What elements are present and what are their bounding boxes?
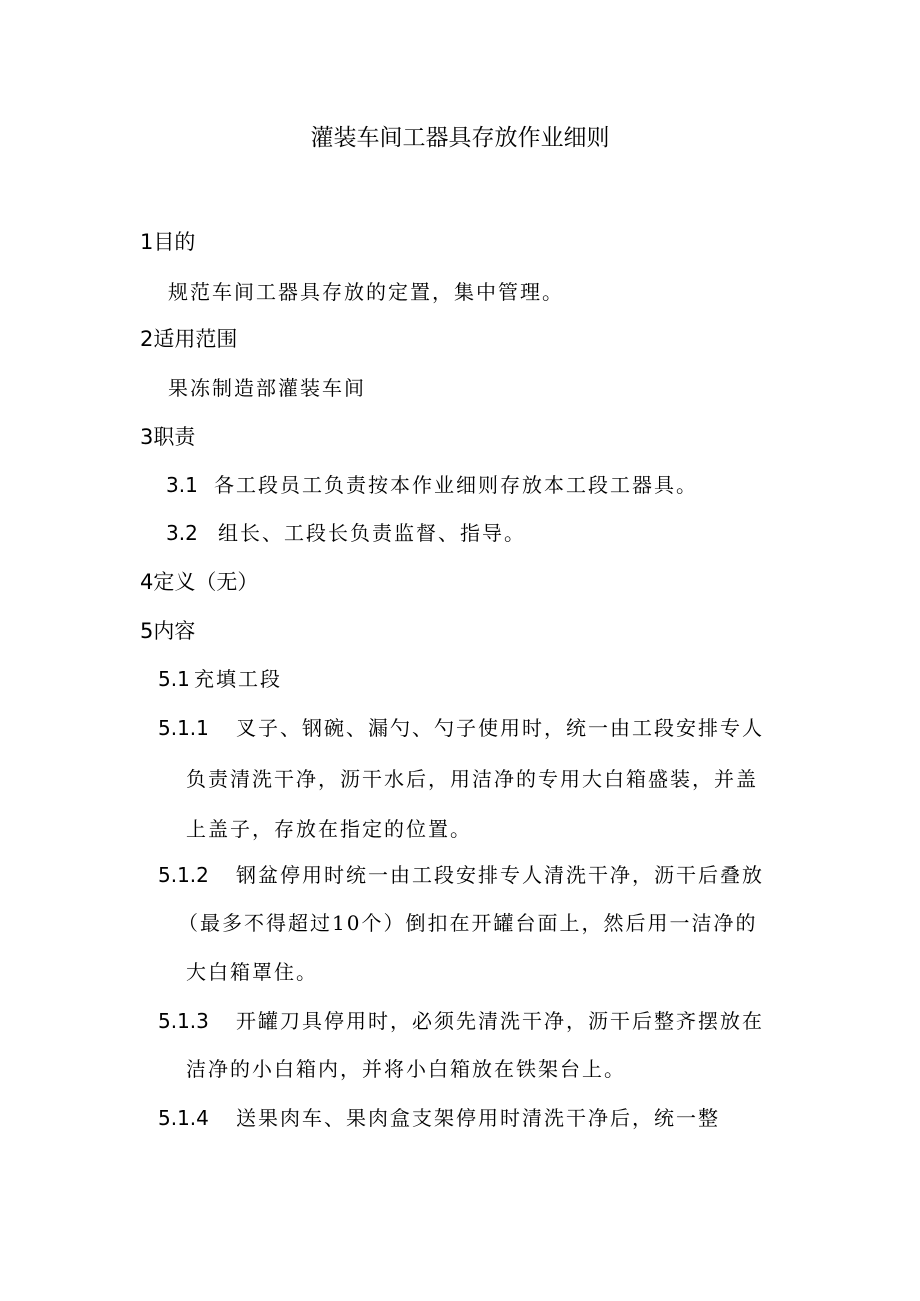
section-heading-purpose: 1目的 xyxy=(140,230,196,254)
section-heading-definition: 4定义（无） xyxy=(140,570,259,594)
duty-item-number: 3.1 xyxy=(166,473,198,497)
content-item xyxy=(158,1011,764,1031)
content-item-number: 5.1.2 xyxy=(158,863,209,887)
purpose-text: 规范车间工器具存放的定置，集中管理。 xyxy=(168,280,564,304)
section-heading-scope: 2适用范围 xyxy=(140,327,238,351)
content-item-line: 洁净的小白箱内，并将小白箱放在铁架台上。 xyxy=(186,1057,626,1081)
content-item-number: 5.1.3 xyxy=(158,1009,209,1033)
duty-item xyxy=(166,475,698,495)
content-item-line: 叉子、钢碗、漏勺、勺子使用时，统一由工段安排专人 xyxy=(236,716,764,740)
content-item-line: 送果肉车、果肉盒支架停用时清洗干净后，统一整 xyxy=(236,1106,720,1130)
section-heading-content: 5内容 xyxy=(140,619,196,643)
duty-item-text: 组长、工段长负责监督、指导。 xyxy=(218,521,526,545)
content-item-line: 上盖子，存放在指定的位置。 xyxy=(186,817,472,841)
content-item xyxy=(158,865,764,885)
content-item-line: 大白箱罩住。 xyxy=(186,960,318,984)
content-item-number: 5.1.1 xyxy=(158,716,209,740)
content-item-line: 负责清洗干净，沥干水后，用洁净的专用大白箱盛装，并盖 xyxy=(186,767,758,791)
duty-item-number: 3.2 xyxy=(166,521,198,545)
content-item-line: （最多不得超过10个）倒扣在开罐台面上，然后用一洁净的 xyxy=(178,911,758,935)
document-title: 灌装车间工器具存放作业细则 xyxy=(310,125,610,151)
content-item xyxy=(158,718,764,738)
content-item-line: 钢盆停用时统一由工段安排专人清洗干净，沥干后叠放 xyxy=(236,863,764,887)
sub-heading-number: 5.1 xyxy=(158,667,190,691)
scope-text: 果冻制造部灌装车间 xyxy=(168,376,366,400)
content-item-number: 5.1.4 xyxy=(158,1106,209,1130)
duty-item xyxy=(166,523,526,543)
content-item xyxy=(158,1108,720,1128)
section-heading-duties: 3职责 xyxy=(140,425,196,449)
content-sub-heading xyxy=(158,669,282,689)
content-item-line: 开罐刀具停用时，必须先清洗干净，沥干后整齐摆放在 xyxy=(236,1009,764,1033)
duty-item-text: 各工段员工负责按本作业细则存放本工段工器具。 xyxy=(214,473,698,497)
sub-heading-text: 充填工段 xyxy=(194,667,282,691)
